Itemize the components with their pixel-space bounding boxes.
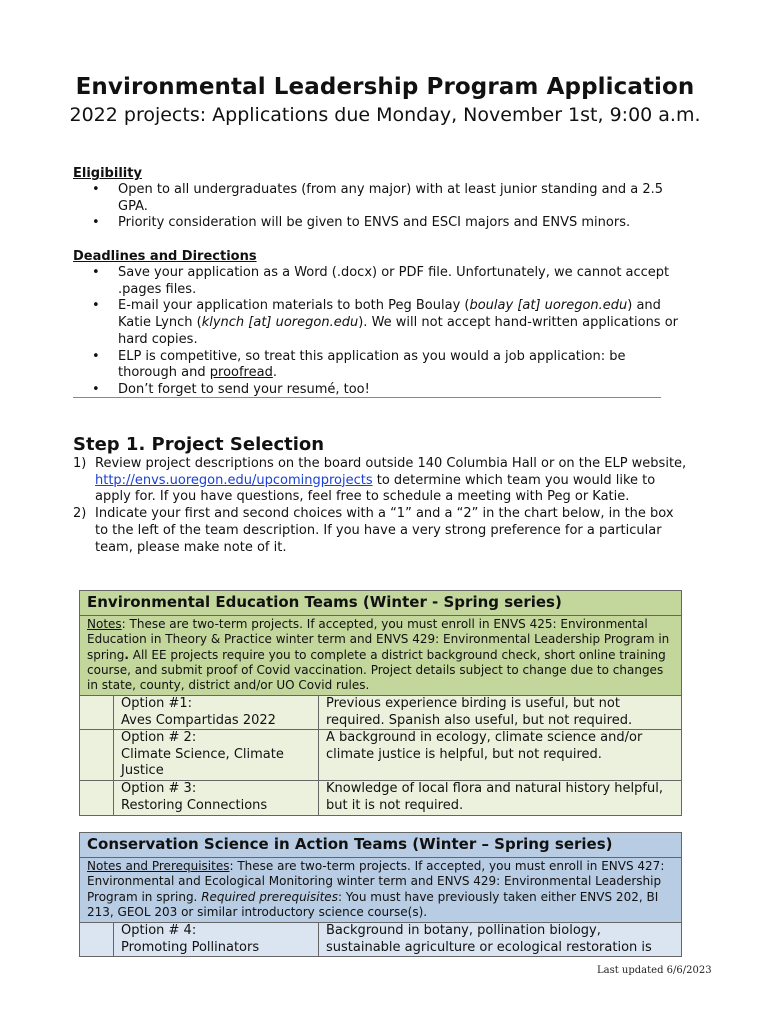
table-row [80,923,681,956]
education-teams-notes: Notes: These are two-term projects. If accepted, you must enroll in ENVS 425: Environmental Education in Theory & Practice winter term and ENVS 429: Environmental Leadership Program in spring. All EE projects require you to complete a district background check, short online training course, and submit proof of Covid vaccination. Project details subject to change due to changes in state, county, district and/or UO Covid rules. [80,616,681,696]
list-item: • ELP is competitive, so treat this application as you would a job application: be thorough and proofread. [92,348,626,381]
list-item: • Priority consideration will be given to ENVS and ESCI majors and ENVS minors. [92,215,631,231]
choice-box-option-1[interactable] [80,696,114,729]
deadlines-heading: Deadlines and Directions [73,249,257,264]
option-name: Option # 4: Promoting Pollinators [114,923,319,956]
list-item: • Save your application as a Word (.docx) or PDF file. Unfortunately, we cannot accept .pages files. [92,265,670,297]
conservation-teams-notes: Notes and Prerequisites: These are two-term projects. If accepted, you must enroll in ENVS 427: Environmental and Ecological Monitoring winter term and ENVS 429: Environmental Leadership Program in spring. Required prerequisites: You must have previously taken either ENVS 202, BI 213, GEOL 203 or similar introductory science course(s). [80,858,681,923]
email-boulay: boulay [at] uoregon.edu [469,298,628,314]
list-item: 2) Indicate your first and second choices with a “1” and a “2” in the chart below, in the box to the left of the team description. If you have a very strong preference for a particular team, please make note of it. [73,506,674,555]
document-subtitle: 2022 projects: Applications due Monday, November 1st, 9:00 a.m. [69,104,701,126]
table-row [80,696,681,730]
section-divider [73,397,661,398]
list-item: • E-mail your application materials to both Peg Boulay (boulay [at] uoregon.edu) and Katie Lynch (klynch [at] uoregon.edu). We will not accept hand-written applications or hard copies. [92,298,679,347]
document-title: Environmental Leadership Program Application [75,74,695,100]
eligibility-heading: Eligibility [73,166,142,181]
proofread-link: proofread [209,365,273,381]
education-teams-heading: Environmental Education Teams (Winter - Spring series) [80,591,681,616]
option-name: Option # 3: Restoring Connections [114,781,319,815]
table-row [80,730,681,781]
table-row [80,781,681,815]
list-item: • Open to all undergraduates (from any major) with at least junior standing and a 2.5 GPA. [92,182,664,214]
choice-box-option-2[interactable] [80,730,114,780]
choice-box-option-3[interactable] [80,781,114,815]
list-item: 1) Review project descriptions on the board outside 140 Columbia Hall or on the ELP website, http://envs.uoregon.edu/upcomingprojects to determine which team you would like to apply for. If you have questions, feel free to schedule a meeting with Peg or Katie. [73,456,687,505]
choice-box-option-4[interactable] [80,923,114,956]
elp-website-link[interactable]: http://envs.uoregon.edu/upcomingprojects [95,472,373,488]
option-name: Option # 2: Climate Science, Climate Justice [114,730,319,780]
step1-list [73,456,688,556]
list-item: • Don’t forget to send your resumé, too! [92,381,370,397]
step1-heading: Step 1. Project Selection [73,434,325,455]
option-description: A background in ecology, climate science and/or climate justice is helpful, but not required. [326,730,643,762]
deadlines-list [73,265,683,399]
education-teams-table [79,590,682,816]
option-description: Previous experience birding is useful, but not required. Spanish also useful, but not required. [326,696,633,728]
conservation-teams-heading: Conservation Science in Action Teams (Winter – Spring series) [80,833,681,858]
eligibility-list [73,182,673,232]
option-description: Background in botany, pollination biology, sustainable agriculture or ecological restoration is [326,923,652,955]
option-name: Option #1: Aves Compartidas 2022 [114,696,319,729]
last-updated: Last updated 6/6/2023 [597,965,712,976]
option-description: Knowledge of local flora and natural history helpful, but it is not required. [326,781,663,813]
email-klynch: klynch [at] uoregon.edu [201,315,359,331]
conservation-teams-table [79,832,682,957]
